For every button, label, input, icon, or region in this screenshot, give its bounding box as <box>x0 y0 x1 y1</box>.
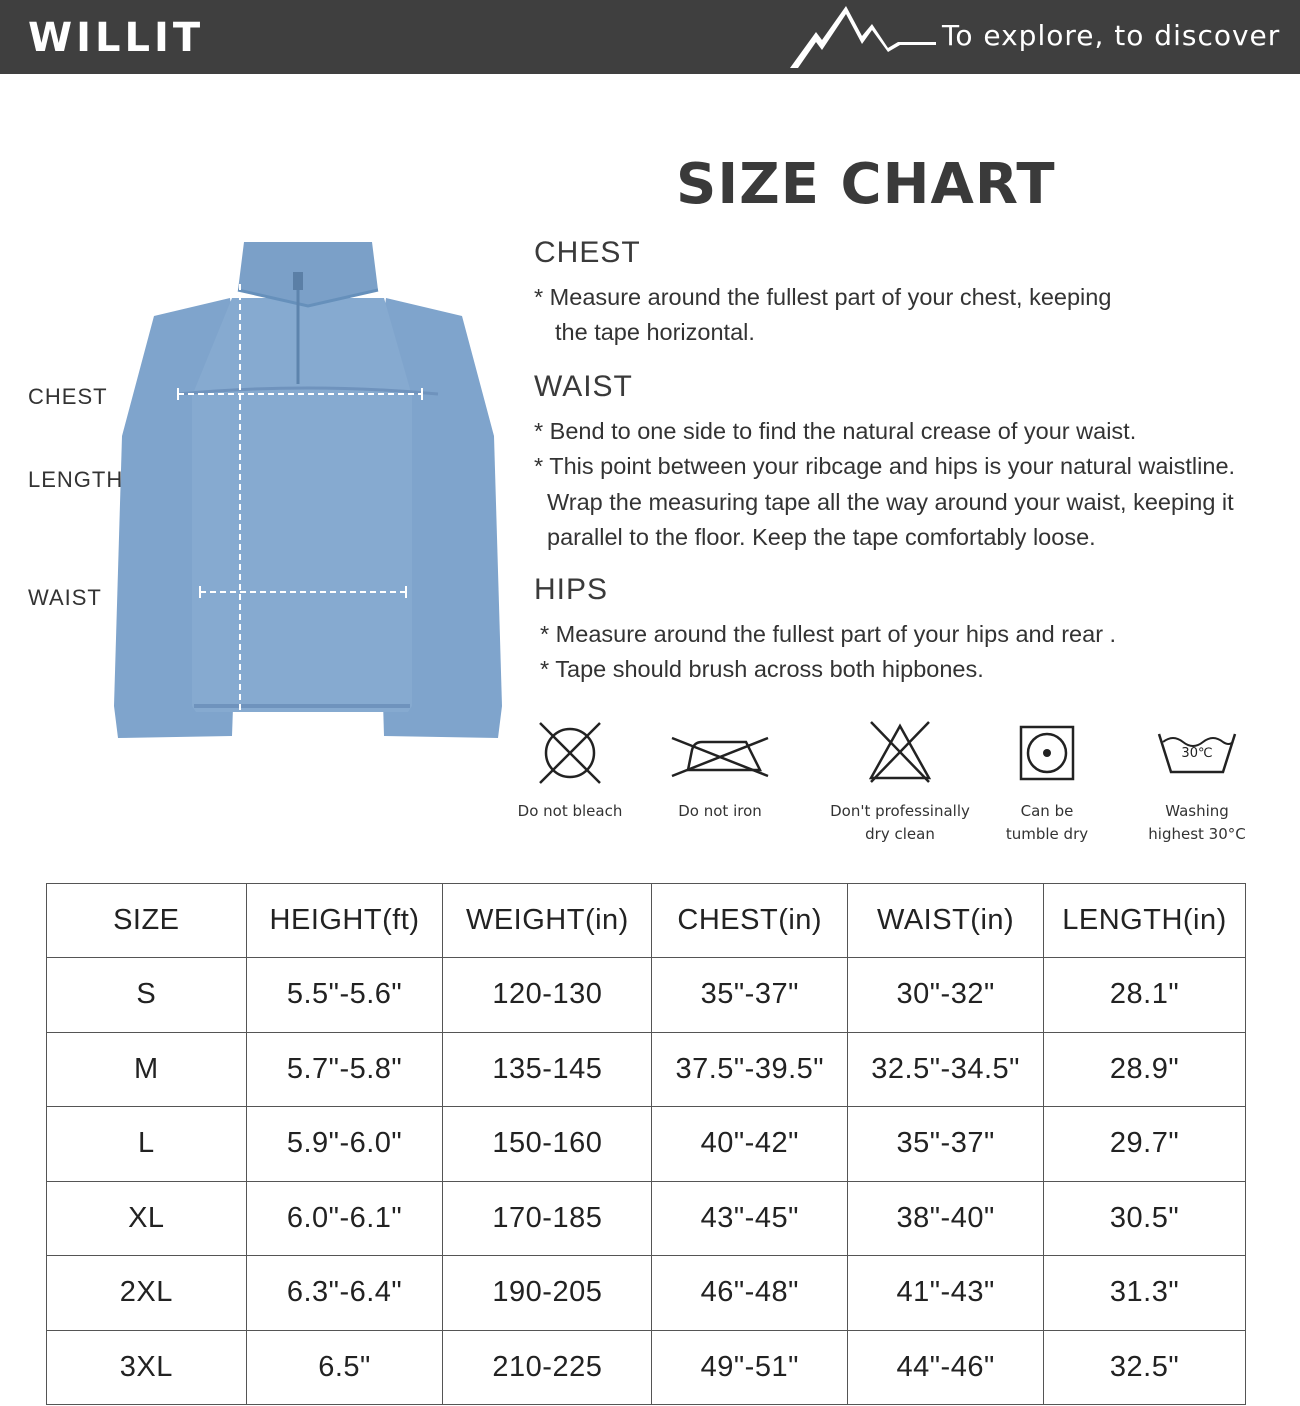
table-cell: 6.0"-6.1" <box>246 1181 443 1256</box>
care-label: Do not iron <box>678 802 762 820</box>
table-cell: 2XL <box>47 1256 247 1331</box>
column-header: CHEST(in) <box>652 884 848 958</box>
waist-desc-line: * This point between your ribcage and hips is your natural waistline. <box>534 453 1236 479</box>
table-cell: 120-130 <box>443 958 652 1033</box>
table-cell: M <box>47 1032 247 1107</box>
table-row <box>47 1256 1246 1331</box>
no-iron-icon <box>668 720 772 786</box>
waist-desc-line: * Bend to one side to find the natural crease of your waist. <box>534 418 1137 444</box>
hips-heading: HIPS <box>534 573 609 606</box>
table-cell: 31.3" <box>1044 1256 1246 1331</box>
care-item-wash-30 <box>1130 720 1264 846</box>
header-bar <box>0 0 1300 74</box>
waist-desc-line: Wrap the measuring tape all the way around your waist, keeping it <box>547 489 1234 515</box>
table-cell: 37.5"-39.5" <box>652 1032 848 1107</box>
care-item-no-dry-clean <box>820 720 980 846</box>
chest-heading: CHEST <box>534 236 641 269</box>
table-cell: 28.1" <box>1044 958 1246 1033</box>
care-item-no-bleach <box>500 720 640 823</box>
care-item-no-iron <box>650 720 790 823</box>
table-cell: L <box>47 1107 247 1182</box>
table-cell: 35"-37" <box>652 958 848 1033</box>
table-cell: 40"-42" <box>652 1107 848 1182</box>
column-header: SIZE <box>47 884 247 958</box>
table-cell: S <box>47 958 247 1033</box>
hips-desc-line: * Measure around the fullest part of your hips and rear . <box>540 621 1117 647</box>
waist-label: WAIST <box>28 585 102 610</box>
table-cell: 46"-48" <box>652 1256 848 1331</box>
table-cell: 44"-46" <box>848 1330 1044 1405</box>
table-cell: 135-145 <box>443 1032 652 1107</box>
table-cell: 41"-43" <box>848 1256 1044 1331</box>
table-row <box>47 1032 1246 1107</box>
chest-desc-line: the tape horizontal. <box>555 319 755 345</box>
table-row <box>47 1181 1246 1256</box>
care-label: dry clean <box>865 825 935 843</box>
table-cell: 190-205 <box>443 1256 652 1331</box>
table-cell: 30"-32" <box>848 958 1044 1033</box>
column-header: HEIGHT(ft) <box>246 884 443 958</box>
table-cell: XL <box>47 1181 247 1256</box>
waist-desc-line: parallel to the floor. Keep the tape comfortably loose. <box>547 524 1096 550</box>
care-label: Do not bleach <box>517 802 623 820</box>
care-item-tumble-dry <box>980 720 1114 846</box>
table-cell: 5.9"-6.0" <box>246 1107 443 1182</box>
table-row <box>47 1107 1246 1182</box>
no-dry-clean-icon <box>865 720 935 786</box>
table-header-row <box>47 884 1246 958</box>
table-cell: 38"-40" <box>848 1181 1044 1256</box>
care-label: Can be <box>1020 802 1074 820</box>
page-title: SIZE CHART <box>676 152 1056 217</box>
table-cell: 5.7"-5.8" <box>246 1032 443 1107</box>
care-label: Don't professinally <box>830 802 970 820</box>
table-cell: 170-185 <box>443 1181 652 1256</box>
table-cell: 32.5"-34.5" <box>848 1032 1044 1107</box>
tagline: To explore, to discover <box>942 19 1281 52</box>
table-cell: 210-225 <box>443 1330 652 1405</box>
table-cell: 49"-51" <box>652 1330 848 1405</box>
hips-desc-line: * Tape should brush across both hipbones. <box>540 656 984 682</box>
table-cell: 6.5" <box>246 1330 443 1405</box>
table-cell: 28.9" <box>1044 1032 1246 1107</box>
column-header: WEIGHT(in) <box>443 884 652 958</box>
chest-label: CHEST <box>28 384 108 409</box>
care-label: Washing <box>1165 802 1229 820</box>
table-cell: 43"-45" <box>652 1181 848 1256</box>
table-cell: 32.5" <box>1044 1330 1246 1405</box>
table-cell: 35"-37" <box>848 1107 1044 1182</box>
table-cell: 29.7" <box>1044 1107 1246 1182</box>
table-cell: 30.5" <box>1044 1181 1246 1256</box>
table-cell: 5.5"-5.6" <box>246 958 443 1033</box>
care-label: tumble dry <box>1005 825 1089 843</box>
table-row <box>47 1330 1246 1405</box>
table-cell: 6.3"-6.4" <box>246 1256 443 1331</box>
size-table <box>46 883 1246 1405</box>
care-label: highest 30°C <box>1148 825 1246 843</box>
pullover-illustration <box>112 236 504 746</box>
wash-30-icon <box>1155 720 1239 786</box>
chest-desc-line: * Measure around the fullest part of your chest, keeping <box>534 284 1112 310</box>
table-cell: 3XL <box>47 1330 247 1405</box>
column-header: LENGTH(in) <box>1044 884 1246 958</box>
no-bleach-icon <box>535 720 605 786</box>
brand-logo: WILLIT <box>28 15 205 61</box>
tumble-dry-icon <box>1017 720 1077 786</box>
table-row <box>47 958 1246 1033</box>
mountain-icon <box>788 2 936 70</box>
column-header: WAIST(in) <box>848 884 1044 958</box>
table-cell: 150-160 <box>443 1107 652 1182</box>
length-label: LENGTH <box>28 467 124 492</box>
waist-heading: WAIST <box>534 370 633 403</box>
wash-temp-text: 30℃ <box>1181 746 1213 761</box>
